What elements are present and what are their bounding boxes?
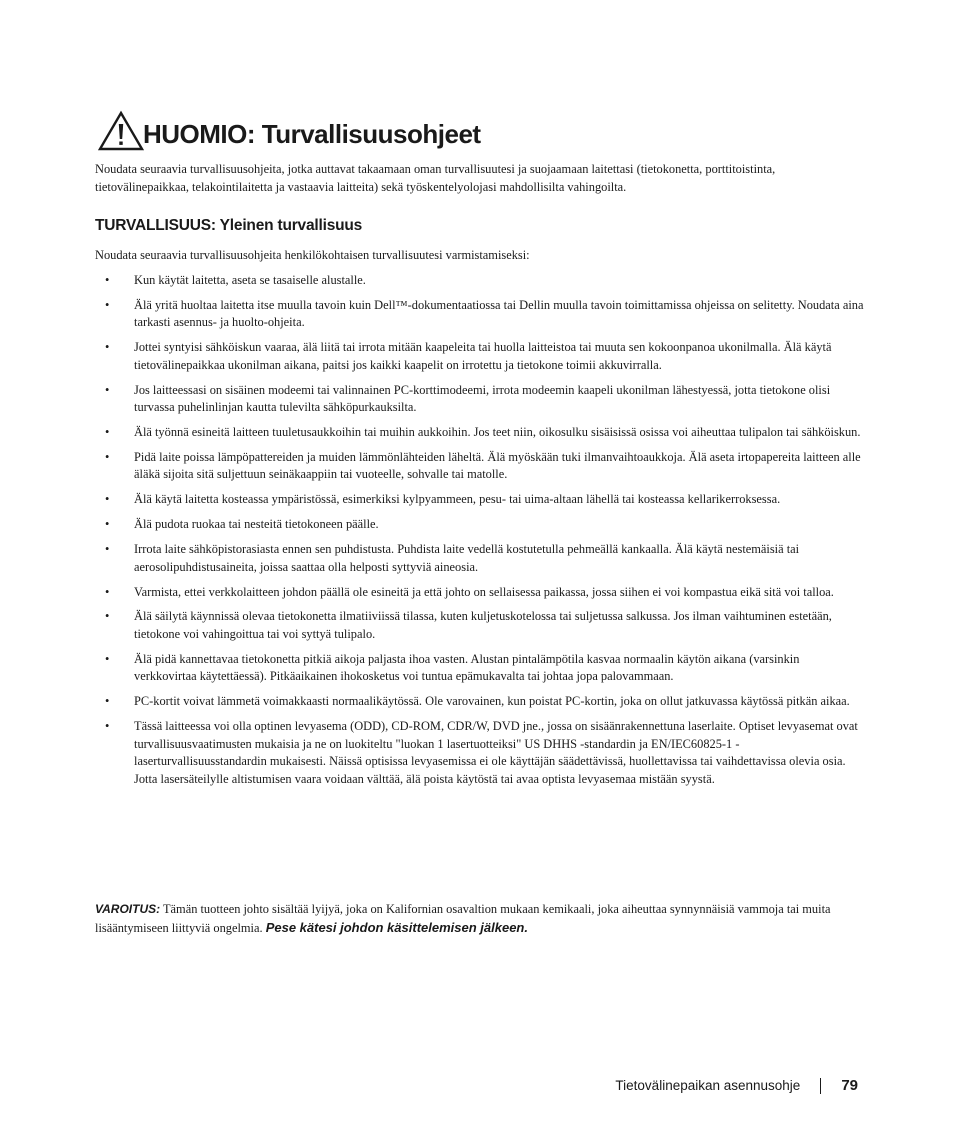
list-item	[95, 491, 865, 509]
list-item-text: Varmista, ettei verkkolaitteen johdon päällä ole esineitä ja että johto on sellaisessa paikassa, jossa siihen ei voi kompastua eikä sitä voi talloa.	[134, 584, 834, 599]
notice-body: Tämän tuotteen johto sisältää lyijyä, joka on Kalifornian osavaltion mukaan kemikaali, joka aiheuttaa synnynnäisiä vammoja tai muita lisääntymiseen liittyviä ongelmia.	[95, 902, 831, 935]
list-item	[95, 449, 865, 484]
list-item	[95, 718, 865, 788]
list-item-text: Irrota laite sähköpistorasiasta ennen sen puhdistusta. Puhdista laite vedellä kostutetulla pehmeällä kankaalla. Älä käytä nestemäisiä tai aerosolipuhdistusaineita, joissa saattaa olla helposti syttyviä aineosia.	[134, 542, 800, 574]
list-item-text: Älä työnnä esineitä laitteen tuuletusaukkoihin tai muihin aukkoihin. Jos teet niin, oikosulku sisäisissä osissa voi aiheuttaa tulipalon tai sähköiskun.	[134, 425, 861, 440]
bullet: •	[105, 449, 110, 464]
bullet: •	[105, 609, 110, 624]
list-item	[95, 693, 865, 711]
bullet: •	[105, 719, 110, 734]
notice-label: VAROITUS:	[95, 902, 161, 916]
list-item	[95, 272, 865, 290]
list-item-text: Tässä laitteessa voi olla optinen levyasema (ODD), CD-ROM, CDR/W, DVD jne., jossa on sisäänrakennettuna laserlaite. Optiset levyasemat ovat turvallisuusvaatimusten mukaisia ja ne on luokiteltu "luokan 1 lasertuotteiksi" US DHHS -standardin ja EN/IEC60825-1 -laserturvallisuusstandardin mukaisesti. Näissä optisissa levyasemissa ei ole käyttäjän säädettävissä, huollettavissa tai vaihdettavissa olevia osia. Jotta lasersäteilylle altistumisen vaara voidaan välttää, älä poista käytöstä tai avaa optista levyasemaa mistään syystä.	[134, 719, 858, 786]
list-item-text: Kun käytät laitetta, aseta se tasaiselle alustalle.	[134, 273, 366, 287]
page-footer	[615, 1077, 858, 1094]
bullet: •	[105, 492, 110, 507]
list-item-text: Älä yritä huoltaa laitetta itse muulla tavoin kuin Dell™-dokumentaatiossa tai Dellin muulla tavoin toimittamissa ohjeissa on selitetty. Noudata aina tarkasti asennus- ja huolto-ohjeita.	[134, 297, 864, 330]
list-item-text: Älä pidä kannettavaa tietokonetta pitkiä aikoja paljasta ihoa vasten. Alustan pintalämpötila kasvaa normaalin käytön aikana (varsinkin verkkovirtaa käytettäessä). Pitkäaikainen ihokosketus voi tuntua epämukavalta tai johtaa jopa palovammaan.	[134, 651, 800, 684]
warning-notice	[95, 901, 865, 937]
list-item-text: Jos laitteessasi on sisäinen modeemi tai valinnainen PC-korttimodeemi, irrota modeemin kaapeli ukonilman lähestyessä, jotta tietokone olisi turvassa puhelinlinjan kautta tulevilta sähköpurkauksilta.	[134, 382, 831, 415]
bullet: •	[105, 425, 110, 440]
footer-divider	[820, 1078, 821, 1094]
list-item-text: PC-kortit voivat lämmetä voimakkaasti normaalikäytössä. Ole varovainen, kun poistat PC-kortin, joka on ollut jatkuvassa käytössä pitkän aikaa.	[134, 694, 850, 709]
intro-paragraph: Noudata seuraavia turvallisuusohjeita, jotka auttavat takaamaan oman turvallisuutesi ja suojaamaan laitettasi (tietokonetta, porttitoistinta, tietovälinepaikkaa, telakointilaitetta ja vastaavia laitteita) sekä työskentelyolojasi mahdollisilta vahingoilta.	[95, 162, 776, 194]
page-title: HUOMIO: Turvallisuusohjeet	[143, 119, 481, 149]
list-item-text: Älä pudota ruokaa tai nesteitä tietokoneen päälle.	[134, 517, 379, 532]
list-item	[95, 382, 865, 417]
bullet: •	[105, 651, 110, 666]
bullet: •	[105, 382, 110, 397]
list-item	[95, 516, 865, 534]
list-item	[95, 541, 865, 576]
bullet: •	[105, 340, 110, 355]
warning-triangle-icon	[97, 110, 145, 152]
list-item	[95, 584, 865, 602]
bullet: •	[105, 694, 110, 709]
section-heading: TURVALLISUUS: Yleinen turvallisuus	[95, 217, 363, 234]
section-lead: Noudata seuraavia turvallisuusohjeita henkilökohtaisen turvallisuutesi varmistamiseksi:	[95, 248, 530, 262]
page-number: 79	[841, 1077, 858, 1094]
list-item	[95, 339, 865, 374]
list-item	[95, 297, 865, 332]
notice-emphasis: Pese kätesi johdon käsittelemisen jälkeen.	[265, 919, 528, 935]
list-item-text: Älä käytä laitetta kosteassa ympäristössä, esimerkiksi kylpyammeen, pesu- tai uima-altaan lähellä tai kosteassa kellarikerroksessa.	[134, 492, 781, 507]
bullet: •	[105, 542, 110, 557]
list-item	[95, 424, 865, 442]
bullet: •	[105, 517, 110, 532]
bullet: •	[105, 273, 110, 287]
footer-doc-title: Tietovälinepaikan asennusohje	[615, 1078, 801, 1093]
list-item	[95, 651, 865, 686]
list-item-text: Pidä laite poissa lämpöpattereiden ja muiden lämmönlähteiden läheltä. Älä myöskään tuki ilmanvaihtoaukkoja. Älä aseta irtopapereita laitteen alle äläkä sijoita sitä suljettuun seinäkaappiin tai vuoteelle, sohvalle tai matolle.	[134, 449, 861, 482]
list-item-text: Jottei syntyisi sähköiskun vaaraa, älä liitä tai irrota mitään kaapeleita tai huolla laitteistoa tai muuta sen kokoonpanoa ukonilmalla. Älä käytä tietovälinepaikkaa ukonilman aikana, paitsi jos kaikki kaapelit on irrotettu ja tietokone toimii akkuvirralla.	[134, 340, 832, 372]
list-item-text: Älä säilytä käynnissä olevaa tietokonetta ilmatiiviissä tilassa, kuten kuljetuskotelossa tai suljetussa salkussa. Jos ilman vaihtuminen estetään, tietokone voi vahingoittua tai voi syttyä tulipalo.	[134, 609, 832, 641]
title-row	[97, 108, 481, 154]
list-item	[95, 608, 865, 643]
bullet: •	[105, 584, 110, 599]
safety-list	[95, 272, 865, 795]
bullet: •	[105, 297, 110, 312]
